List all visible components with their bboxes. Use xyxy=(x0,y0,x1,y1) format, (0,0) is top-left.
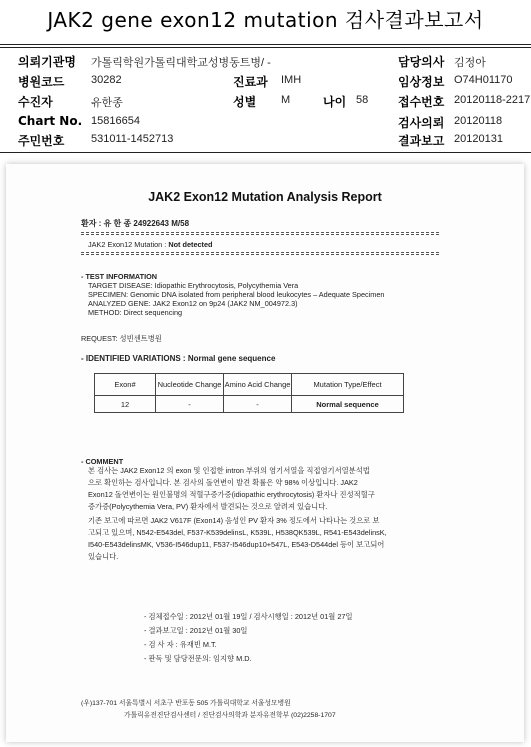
variation-table xyxy=(94,373,404,413)
receipt-value: 20120118-2217 xyxy=(454,94,531,106)
comment-line: 있습니다. xyxy=(88,552,119,561)
doctor-value: 김정아 xyxy=(454,57,486,69)
comment-line: 고되고 있으며, N542-E543del, F537-K539delinsL, K539L, H538QK539L, R541-E543delinsK, xyxy=(88,528,387,537)
dept-value: IMH xyxy=(281,74,302,86)
comment-line: 으로 확인하는 검사입니다. 본 검사의 돌연변이 발견 확률은 약 98% 이상입니다. JAK2 xyxy=(88,478,358,487)
table-header-cell: Nucleotide Change xyxy=(156,374,224,396)
patient-line: 환자 : 유 한 종 24922643 M/58 xyxy=(81,219,190,228)
specimen: SPECIMEN: Genomic DNA isolated from peripheral blood leukocytes – Adequate Specimen xyxy=(88,290,385,299)
title-divider-2 xyxy=(0,47,531,48)
summary-bottom-divider xyxy=(81,252,439,253)
footer-line: - 검체접수일 : 2012년 01월 19일 / 검사시행일 : 2012년 01월 27일 xyxy=(144,612,353,621)
sex-label: 성별 xyxy=(233,95,257,109)
comment-line: 본 검사는 JAK2 Exon12 의 exon 및 인접한 intron 부위의 염기서열을 직접염기서열분석법 xyxy=(88,466,370,475)
hospital-code-label: 병원코드 xyxy=(18,75,65,89)
comment-heading: - COMMENT xyxy=(81,457,124,466)
table-header-cell: Exon# xyxy=(95,374,156,396)
age-label: 나이 xyxy=(323,95,347,109)
summary-bottom-divider-2 xyxy=(81,254,439,255)
rrn-label: 주민번호 xyxy=(18,134,65,148)
institution-value: 가톨릭학원가톨릭대학교성병동트병/ - xyxy=(91,57,271,69)
examinee-label: 수진자 xyxy=(18,95,53,109)
summary-top-divider xyxy=(81,232,439,233)
document-title: JAK2 gene exon12 mutation 검사결과보고서 xyxy=(47,8,484,32)
method: METHOD: Direct sequencing xyxy=(88,308,183,317)
address-line-1: (우)137-701 서울특별시 서초구 반포동 505 가톨릭대학교 서울성모병원 xyxy=(81,700,291,707)
comment-line: Exon12 돌연변이는 원인불명의 적혈구증가증(idiopathic erythrocytosis) 환자나 진성적혈구 xyxy=(88,490,375,499)
summary-label: JAK2 Exon12 Mutation : xyxy=(88,240,169,249)
summary-line xyxy=(88,240,213,249)
table-cell: 12 xyxy=(95,396,156,413)
age-value: 58 xyxy=(356,94,369,106)
chart-label: Chart No. xyxy=(18,114,83,128)
clinical-label: 임상정보 xyxy=(398,75,445,89)
table-cell: Normal sequence xyxy=(292,396,404,413)
table-header-cell: Amino Acid Change xyxy=(224,374,292,396)
address-line-2: 가톨릭유전진단검사센터 / 진단검사의학과 분자유전학부 (02)2258-1707 xyxy=(124,712,336,719)
summary-top-divider-2 xyxy=(81,234,439,235)
clinical-value: O74H01170 xyxy=(454,74,513,86)
report-date-value: 20120131 xyxy=(454,133,503,145)
receipt-label: 접수번호 xyxy=(398,95,445,109)
table-cell: - xyxy=(224,396,292,413)
footer-line: - 검 사 자 : 유재빈 M.T. xyxy=(144,640,217,649)
footer-line: - 결과보고일 : 2012년 01월 30일 xyxy=(144,626,248,635)
request: REQUEST: 성빈센트병원 xyxy=(81,334,162,343)
target-disease: TARGET DISEASE: Idiopathic Erythrocytosis, Polycythemia Vera xyxy=(88,281,299,290)
rrn-value: 531011-1452713 xyxy=(91,133,174,145)
dept-label: 진료과 xyxy=(233,75,268,89)
header-bottom-divider xyxy=(0,152,531,153)
comment-line: I540-E543delinsMK, V536-I546dup11, F537-I546dup10+547L, E543-D544del 등이 보고되어 xyxy=(88,540,385,549)
doctor-label: 담당의사 xyxy=(398,55,445,69)
request-label: 검사의뢰 xyxy=(398,116,445,130)
examinee-value: 유한종 xyxy=(91,97,123,109)
table-header-cell: Mutation Type/Effect xyxy=(292,374,404,396)
chart-value: 15816654 xyxy=(91,115,140,127)
summary-value: Not detected xyxy=(168,240,213,249)
report-card xyxy=(6,164,524,742)
title-divider xyxy=(0,44,531,45)
test-info-heading: - TEST INFORMATION xyxy=(81,272,158,281)
request-value: 20120118 xyxy=(454,115,503,127)
table-header-row xyxy=(95,374,404,396)
sex-value: M xyxy=(281,94,291,106)
table-row xyxy=(95,396,404,413)
report-date-label: 결과보고 xyxy=(398,134,445,148)
footer-line: - 판독 및 담당전문의: 임지향 M.D. xyxy=(144,654,252,663)
comment-line: 증가증(Polycythemia Vera, PV) 환자에서 발견되는 것으로 알려져 있습니다. xyxy=(88,502,328,511)
comment-line: 기존 보고에 따르면 JAK2 V617F (Exon14) 음성인 PV 환자 3% 정도에서 나타나는 것으로 보 xyxy=(88,516,380,525)
variations-heading: - IDENTIFIED VARIATIONS : Normal gene sequence xyxy=(81,354,276,363)
analyzed-gene: ANALYZED GENE: JAK2 Exon12 on 9p24 (JAK2 NM_004972.3) xyxy=(88,299,298,308)
institution-label: 의뢰기관명 xyxy=(18,55,76,69)
hospital-code-value: 30282 xyxy=(91,74,122,86)
table-cell: - xyxy=(156,396,224,413)
report-title: JAK2 Exon12 Mutation Analysis Report xyxy=(148,190,382,204)
